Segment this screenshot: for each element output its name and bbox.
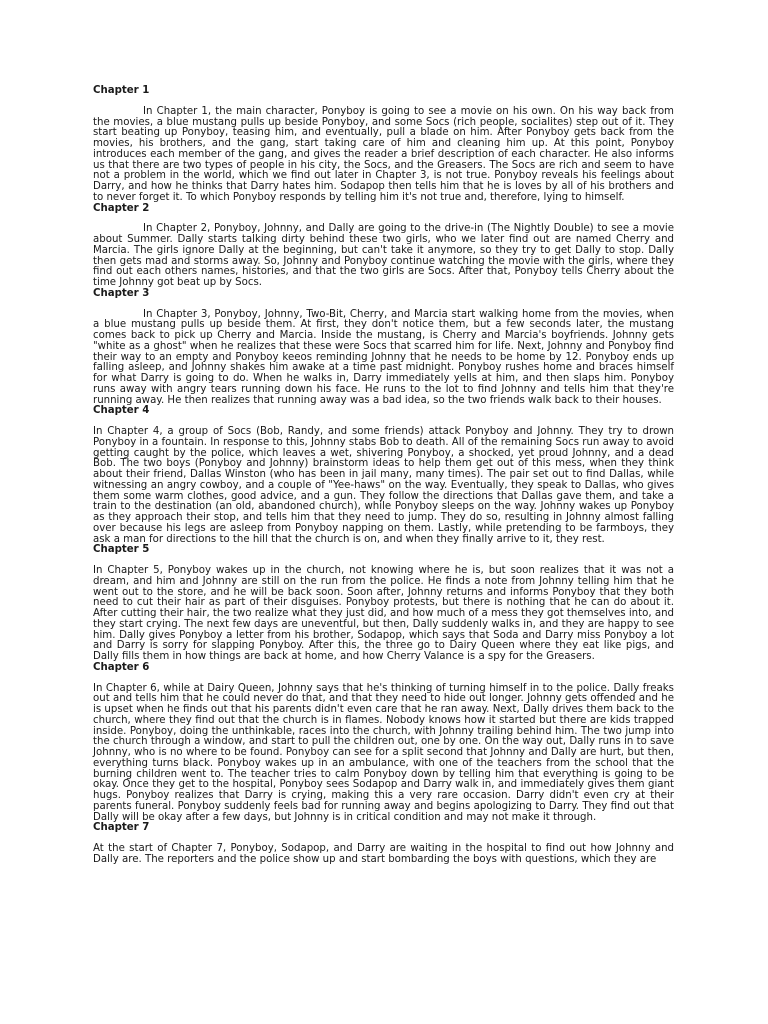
- chapter-heading-5: Chapter 5: [93, 544, 150, 556]
- chapter-heading-2: Chapter 2: [93, 202, 150, 214]
- chapter-paragraph-7: At the start of Chapter 7, Ponyboy, Sodapop, and Darry are waiting in the hospital to find out how Johnny and Dally are. The reporters and the police show up and start bombarding the boys with questions, which they are: [93, 843, 674, 865]
- chapter-paragraph-3: In Chapter 3, Ponyboy, Johnny, Two-Bit, Cherry, and Marcia start walking home from the movies, when a blue mustang pulls up beside them. At first, they don't notice them, but a few seconds later, the mustang comes back to pick up Cherry and Marcia. Inside the mustang, is Cherry and Marcia's boyfriends. Johnny gets "white as a ghost" when he realizes that these were Socs that scarred him for life. Next, Johnny and Ponyboy find their way to an empty and Ponyboy keeos reminding Johnny that he needs to be home by 12. Ponyboy ends up falling asleep, and Johnny shakes him awake at a time past midnight. Ponyboy rushes home and braces himself for what Darry is going to do. When he walks in, Darry immediately yells at him, and then slaps him. Ponyboy runs away with angry tears running down his face. He runs to the lot to find Johnny and tells him that they're running away. He then realizes that running away was a bad idea, so the two friends walk back to their houses.: [93, 308, 674, 406]
- chapter-paragraph-5: In Chapter 5, Ponyboy wakes up in the church, not knowing where he is, but soon realizes that it was not a dream, and him and Johnny are still on the run from the police. He finds a note from Johnny telling him that he went out to the store, and he will be back soon. Soon after, Johnny returns and informs Ponyboy that they both need to cut their hair as part of their disguises. Ponyboy protests, but there is nothing that he can do about it. After cutting their hair, the two realize what they just did, and how much of a mess they got themselves into, and they start crying. The next few days are uneventful, but then, Dally suddenly walks in, and they are happy to see him. Dally gives Ponyboy a letter from his brother, Sodapop, which says that Soda and Darry miss Ponyboy a lot and Darry is sorry for slapping Ponyboy. After this, the three go to Dairy Queen where they eat like pigs, and Dally fills them in how things are back at home, and how Cherry Valance is a spy for the Greasers.: [93, 565, 674, 662]
- chapter-heading-6: Chapter 6: [93, 661, 150, 673]
- chapter-heading-3: Chapter 3: [93, 287, 150, 299]
- chapter-paragraph-1: In Chapter 1, the main character, Ponyboy is going to see a movie on his own. On his way back from the movies, a blue mustang pulls up beside Ponyboy, and some Socs (rich people, socialites) step out of it. They start beating up Ponyboy, teasing him, and eventually, pull a blade on him. After Ponyboy gets back from the movies, his brothers, and the gang, start taking care of him and cleaning him up. At this point, Ponyboy introduces each member of the gang, and gives the reader a brief description of each character. He also informs us that there are two types of people in his city, the Socs, and the Greasers. The Socs are rich and seem to have not a problem in the world, which we find out later in Chapter 3, is not true. Ponyboy reveals his feelings about Darry, and how he thinks that Darry hates him. Sodapop then tells him that he is loves by all of his brothers and to never forget it. To which Ponyboy responds by telling him it's not true and, therefore, lying to himself.: [93, 105, 674, 203]
- chapter-paragraph-2: In Chapter 2, Ponyboy, Johnny, and Dally are going to the drive-in (The Nightly Double) to see a movie about Summer. Dally starts talking dirty behind these two girls, who we later find out are named Cherry and Marcia. The girls ignore Dally at the beginning, but can't take it anymore, so they try to get Dally to stop. Dally then gets mad and storms away. So, Johnny and Ponyboy continue watching the movie with the girls, where they find out each others names, histories, and that the two girls are Socs. After that, Ponyboy tells Cherry about the time Johnny got beat up by Socs.: [93, 223, 674, 288]
- chapter-paragraph-6: In Chapter 6, while at Dairy Queen, Johnny says that he's thinking of turning himself in to the police. Dally freaks out and tells him that he could never do that, and that they need to hide out longer. Johnny gets offended and he is upset when he finds out that his parents didn't even care that he ran away. Next, Dally drives them back to the church, where they find out that the church is in flames. Nobody knows how it started but there are kids trapped inside. Ponyboy, doing the unthinkable, races into the church, with Johnny trailing behind him. The two jump into the church through a window, and start to pull the children out, one by one. On the way out, Dally runs in to save Johnny, who is no where to be found. Ponyboy can see for a split second that Johnny and Dally are hurt, but then, everything turns black. Ponyboy wakes up in an ambulance, with one of the teachers from the school that the burning children went to. The teacher tries to calm Ponyboy down by telling him that everything is going to be okay. Once they get to the hospital, Ponyboy sees Sodapop and Darry walk in, and immediately gives them giant hugs. Ponyboy realizes that Darry is crying, making this a very rare occasion. Darry didn't even cry at their parents funeral. Ponyboy suddenly feels bad for running away and begins apologizing to Darry. They find out that Dally will be okay after a few days, but Johnny is in critical condition and may not make it through.: [93, 682, 674, 823]
- chapter-heading-1: Chapter 1: [93, 85, 150, 96]
- chapter-paragraph-4: In Chapter 4, a group of Socs (Bob, Randy, and some friends) attack Ponyboy and Johnny. They try to drown Ponyboy in a fountain. In response to this, Johnny stabs Bob to death. All of the remaining Socs run away to avoid getting caught by the police, which leaves a wet, shivering Ponyboy, a shocked, yet proud Johnny, and a dead Bob. The two boys (Ponyboy and Johnny) brainstorm ideas to help them get out of this mess, when they think about their friend, Dallas Winston (who has been in jail many, many times). The pair set out to find Dallas, while witnessing an angry cowboy, and a couple of "Yee-haws" on the way. Eventually, they speak to Dallas, who gives them some warm clothes, good advice, and a gun. They follow the directions that Dallas gave them, and take a train to the destination (an old, abandoned church), while Ponyboy sleeps on the way. Johnny wakes up Ponyboy as they approach their stop, and tells him that they need to jump. They do so, resulting in Johnny almost falling over because his legs are asleep from Ponyboy napping on them. Lastly, while pretending to be farmboys, they ask a man for directions to the hill that the church is on, and when they finally arrive to it, they rest.: [93, 426, 674, 545]
- chapter-heading-7: Chapter 7: [93, 822, 150, 834]
- document-page: [93, 86, 674, 866]
- chapter-heading-4: Chapter 4: [93, 405, 150, 417]
